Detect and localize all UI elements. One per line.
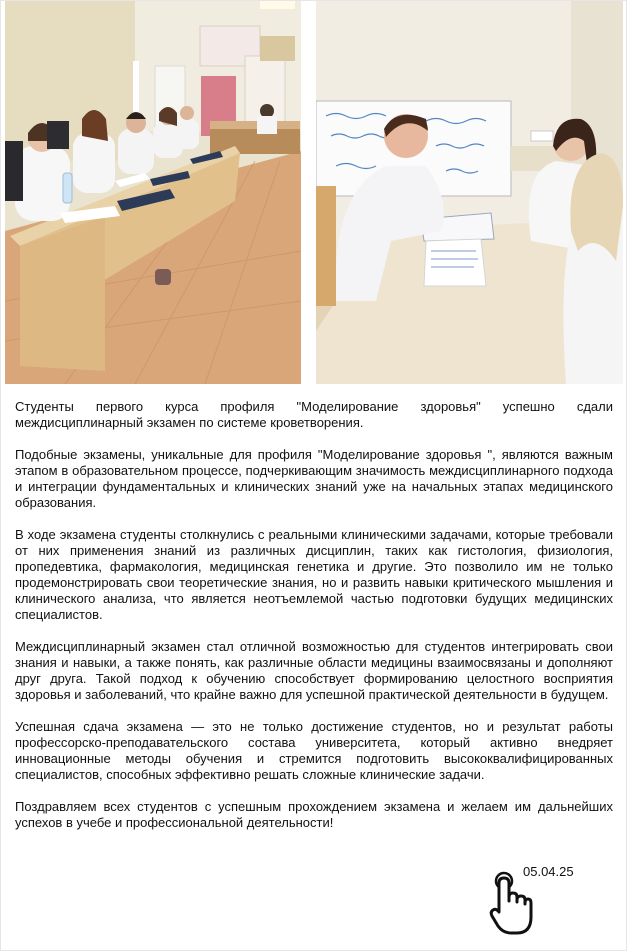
hand-pointer-icon [489, 871, 533, 937]
oral-exam-photo [316, 1, 623, 384]
article-paragraph-4: Междисциплинарный экзамен стал отличной возможностью для студентов интегрировать свои знания и навыки, а также понять, как различные области медицины взаимосвязаны и дополняют друг друга. Такой подход к обучению способствует формированию целостного восприятия здоровья и заболеваний, что крайне важно для успешной практической деятельности в будущем. [15, 639, 613, 702]
publish-date: 05.04.25 [523, 864, 574, 879]
article-paragraph-1: Студенты первого курса профиля "Моделирование здоровья" успешно сдали междисциплинарный экзамен по системе кроветворения. [15, 399, 613, 430]
exam-room-photo [5, 1, 301, 384]
article-paragraph-3: В ходе экзамена студенты столкнулись с реальными клиническими задачами, которые требовали от них применения знаний из различных дисциплин, таких как гистология, физиология, пропедевтика, фармакология, медицинская генетика и другие. Это позволило им не только продемонстрировать свои теоретические знания, но и развить навыки критического мышления и клинического анализа, что является неотъемлемой частью подготовки будущих медицинских специалистов. [15, 527, 613, 622]
article-paragraph-2: Подобные экзамены, уникальные для профиля "Моделирование здоровья ", являются важным этапом в образовательном процессе, подчеркивающим значимость междисциплинарного подхода и интеграции фундаментальных и клинических знаний уже на начальных этапах медицинского образования. [15, 447, 613, 510]
news-article-body [15, 399, 613, 847]
article-paragraph-5: Успешная сдача экзамена — это не только достижение студентов, но и результат работы профессорско-преподавательского состава университета, который активно внедряет инновационные методы обучения и стремится подготовить высококвалифицированных специалистов, способных эффективно решать сложные клинические задачи. [15, 719, 613, 782]
article-paragraph-6: Поздравляем всех студентов с успешным прохождением экзамена и желаем им дальнейших успехов в учебе и профессиональной деятельности! [15, 799, 613, 830]
